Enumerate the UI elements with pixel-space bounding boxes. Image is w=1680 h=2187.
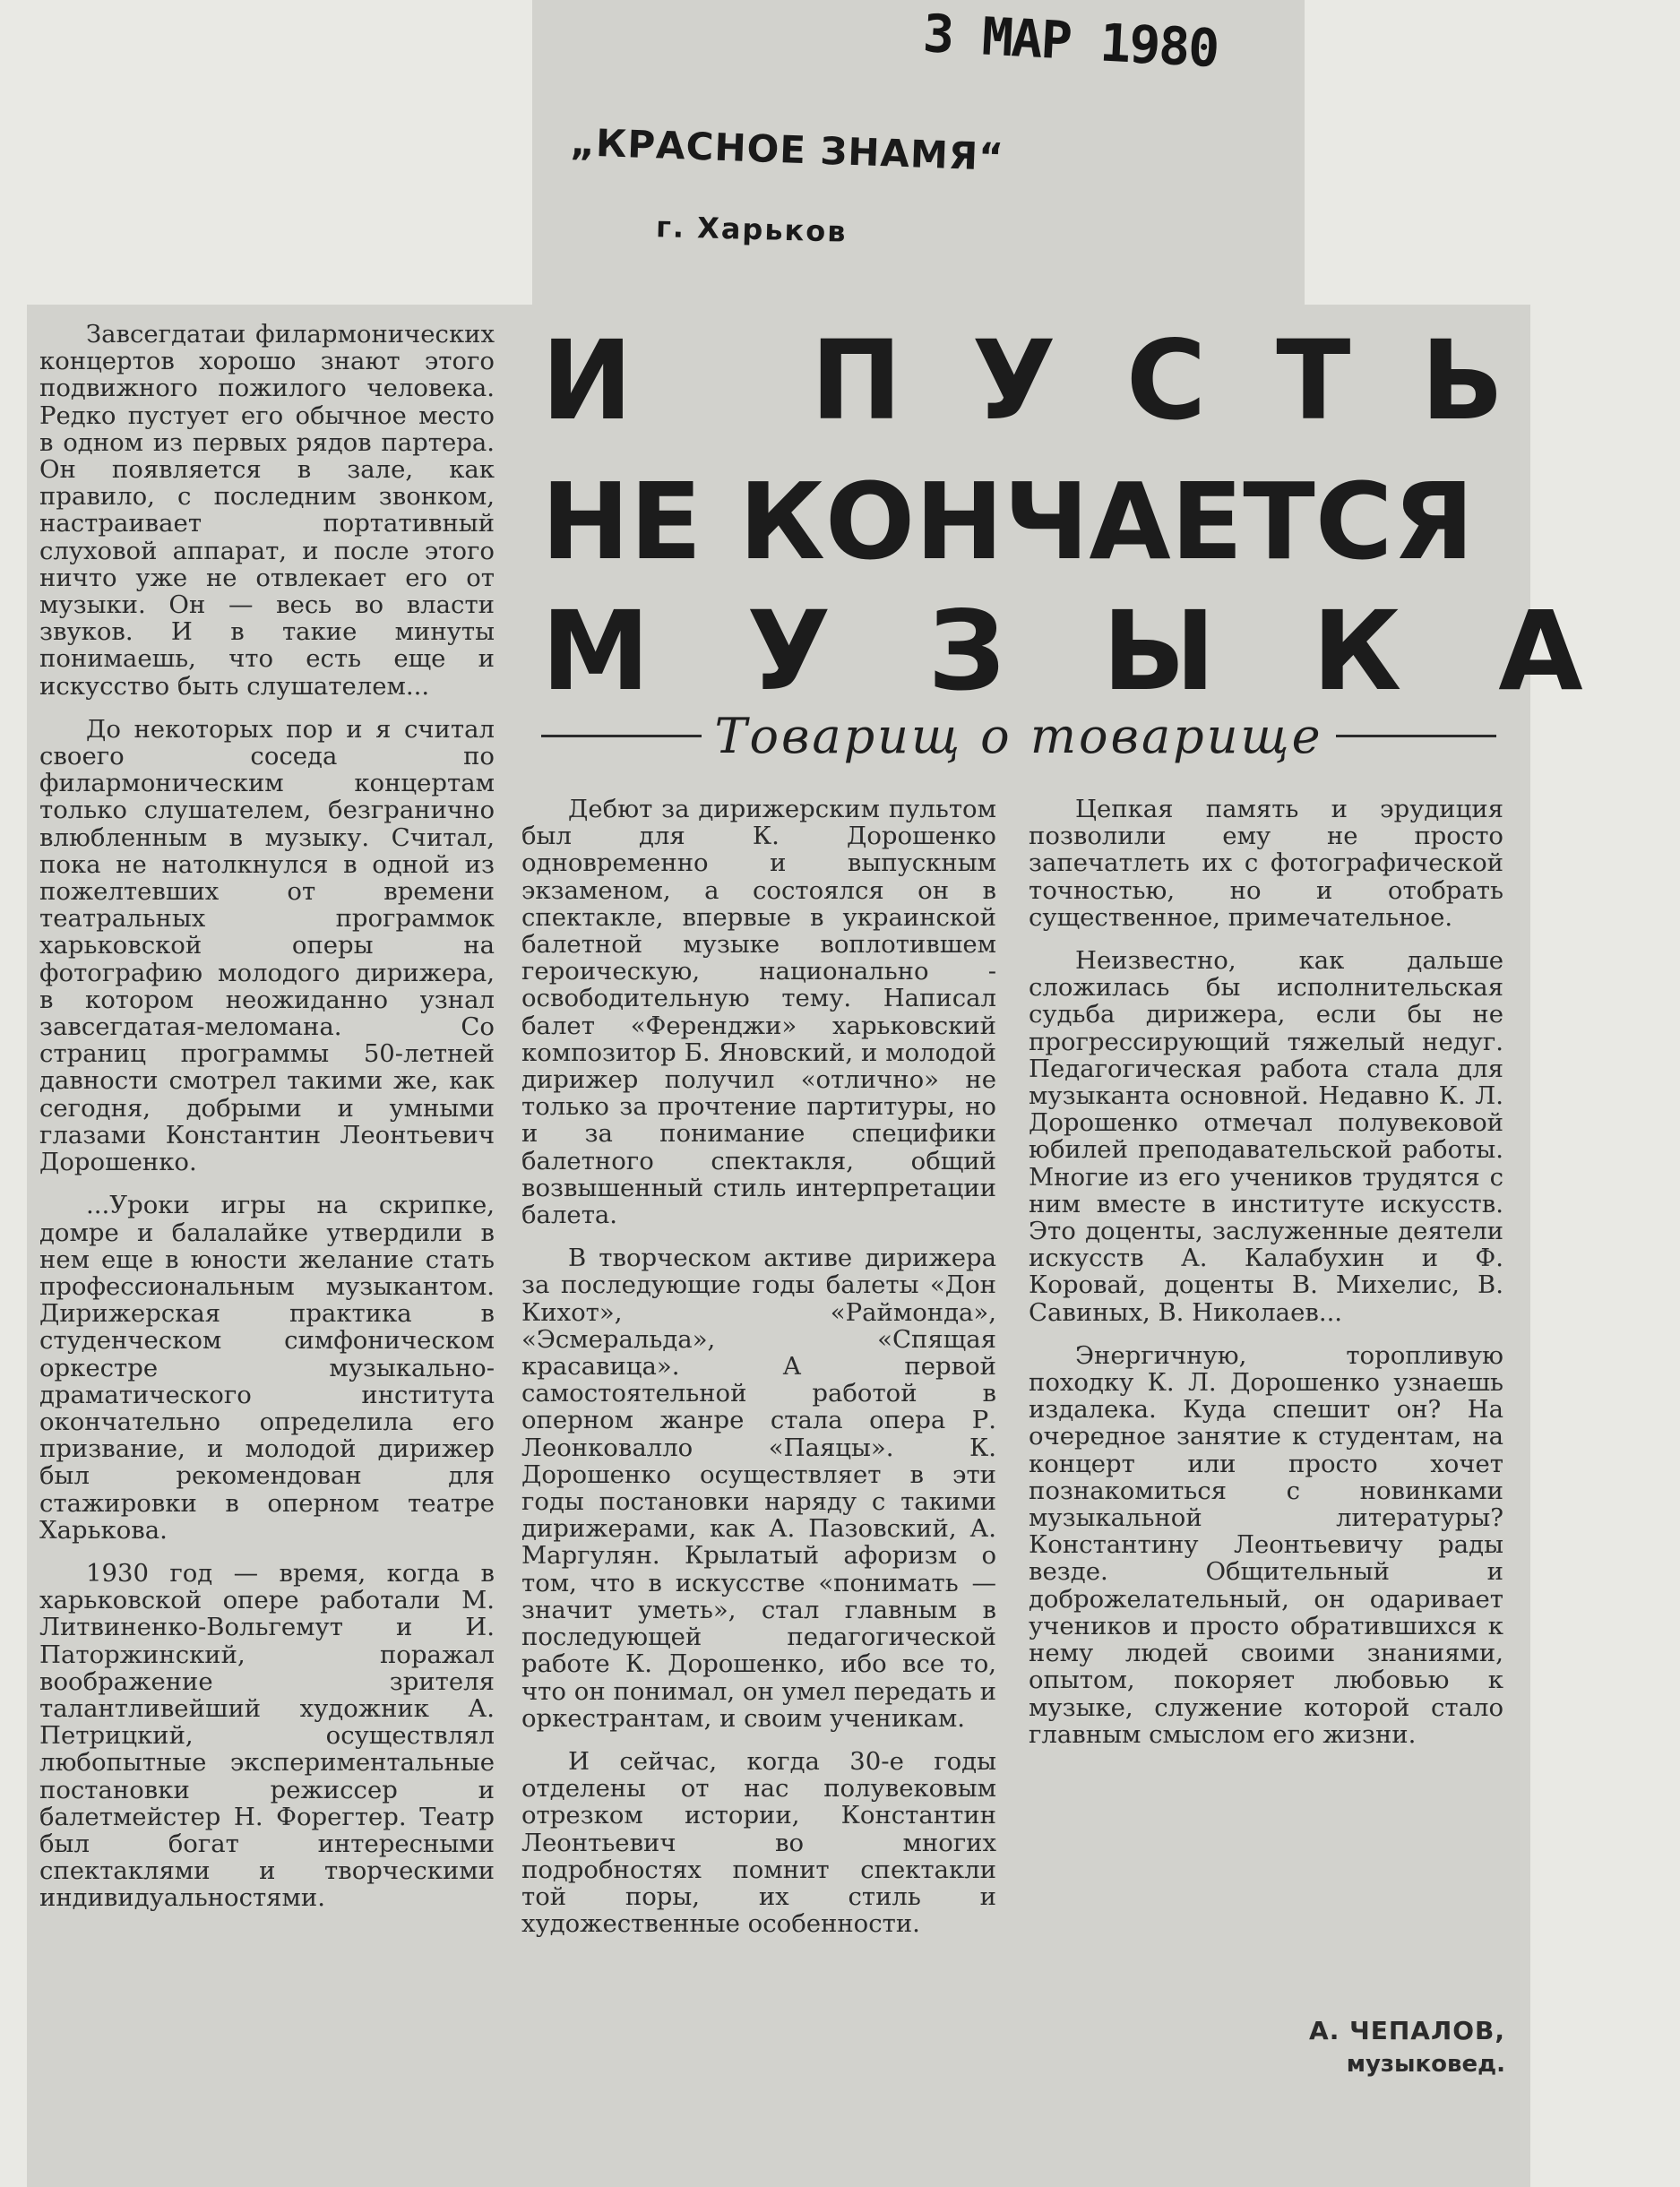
headline-line-2: НЕ КОНЧАЕТСЯ — [541, 460, 1475, 583]
date-stamp: 3 МАР 1980 — [921, 3, 1219, 80]
headline-line-3: МУЗЫКА — [541, 588, 1680, 715]
city-stamp: г. Харьков — [655, 210, 849, 249]
rubric — [541, 703, 1496, 768]
paragraph: Дебют за дирижерским пультом был для К. Дорошенко одновременно и выпускным экзаменом, а состоялся он в спектакле, впервые в украинской балетной музыке воплотившем героическую, национально - освободительную тему. Написал балет «Ференджи» харьковский композитор Б. Яновский, и молодой дирижер получил «отлично» не только за прочтение партитуры, но и за понимание специфики балетного спектакля, общий возвышенный стиль интерпретации балета. — [521, 795, 996, 1230]
paragraph: До некоторых пор и я считал своего соседа по филармоническим концертам только слушателем, безгранично влюбленным в музыку. Считал, пока не натолкнулся в одной из пожелтевших от времени театральных программок харьковской оперы на фотографию молодого дирижера, в котором неожиданно узнал завсегдатая-меломана. Со страниц программы 50-летней давности смотрел такими же, как сегодня, добрыми и умными глазами Константин Леонтьевич Дорошенко. — [39, 714, 495, 1177]
paragraph: В творческом активе дирижера за последующие годы балеты «Дон Кихот», «Раймонда», «Эсмеральда», «Спящая красавица». А первой самостоятельной работой в оперном жанре стала опера Р. Леонковалло «Паяцы». К. Дорошенко осуществляет в эти годы постановки наряду с такими дирижерами, как А. Пазовский, А. Маргулян. Крылатый афоризм о том, что в искусстве «понимать — значит уметь», стал главным в последующей педагогической работе К. Дорошенко, ибо все то, что он понимал, он умел передать и оркестрантам, и своим ученикам. — [521, 1244, 996, 1733]
article-column-1 — [39, 321, 495, 1928]
paragraph: Завсегдатаи филармонических концертов хорошо знают этого подвижного пожилого человека. Редко пустует его обычное место в одном из первых рядов партера. Он появляется в зале, как правило, с последним звонком, настраивает портативный слуховой аппарат, и после этого ничто уже не отвлекает его от музыки. Он — весь во власти звуков. И в такие минуты понимаешь, что есть еще и искусство быть слушателем... — [39, 320, 495, 701]
rubric-rule-left — [541, 735, 702, 737]
rubric-text: Товарищ о товарище — [714, 707, 1323, 764]
article-column-2 — [521, 796, 996, 1953]
newspaper-name-stamp: „КРАСНОЕ ЗНАМЯ“ — [569, 119, 1005, 179]
paragraph: Неизвестно, как дальше сложилась бы исполнительская судьба дирижера, если бы не прогрессирующий тяжелый недуг. Педагогическая работа стала для музыканта основной. Недавно К. Л. Дорошенко отмечал полувековой юбилей преподавательской работы. Многие из его учеников трудятся с ним вместе в институте искусств. Это доценты, заслуженные деятели искусств А. Калабухин и Ф. Коровай, доценты В. Михелис, В. Савиных, В. Николаев... — [1029, 946, 1503, 1327]
author-role: музыковед. — [1346, 2051, 1505, 2078]
headline-line-1: И ПУСТЬ — [541, 317, 1574, 444]
paragraph: 1930 год — время, когда в харьковской опере работали М. Литвиненко-Вольгемут и И. Паторжинский, поражал воображение зрителя талантливейший художник А. Петрицкий, осуществлял любопытные экспериментальные постановки режиссер и балетмейстер Н. Форегтер. Театр был богат интересными спектаклями и творческими индивидуальностями. — [39, 1558, 495, 1913]
paragraph: Цепкая память и эрудиция позволили ему не просто запечатлеть их с фотографической точностью, но и отобрать существенное, примечательное. — [1029, 795, 1503, 932]
paragraph: Энергичную, торопливую походку К. Л. Дорошенко узнаешь издалека. Куда спешит он? На очередное занятие к студентам, на концерт или просто хочет познакомиться с новинками музыкальной литературы? Константину Леонтьевичу рады везде. Общительный и доброжелательный, он одаривает учеников и просто обратившихся к нему людей своими знаниями, опытом, покоряет любовью к музыке, служение которой стало главным смыслом его жизни. — [1029, 1340, 1503, 1749]
author-signature — [1165, 2016, 1505, 2078]
paragraph: ...Уроки игры на скрипке, домре и балалайке утвердили в нем еще в юности желание стать профессиональным музыкантом. Дирижерская практика в студенческом симфоническом оркестре музыкально-драматического института окончательно определила его призвание, и молодой дирижер был рекомендован для стажировки в оперном театре Харькова. — [39, 1191, 495, 1545]
rubric-rule-right — [1336, 735, 1496, 737]
paragraph: И сейчас, когда 30-е годы отделены от нас полувековым отрезком истории, Константин Леонтьевич во многих подробностях помнит спектакли той поры, их стиль и художественные особенности. — [521, 1746, 996, 1939]
author-name: А. ЧЕПАЛОВ, — [1309, 2016, 1505, 2045]
article-column-3 — [1029, 796, 1503, 1764]
